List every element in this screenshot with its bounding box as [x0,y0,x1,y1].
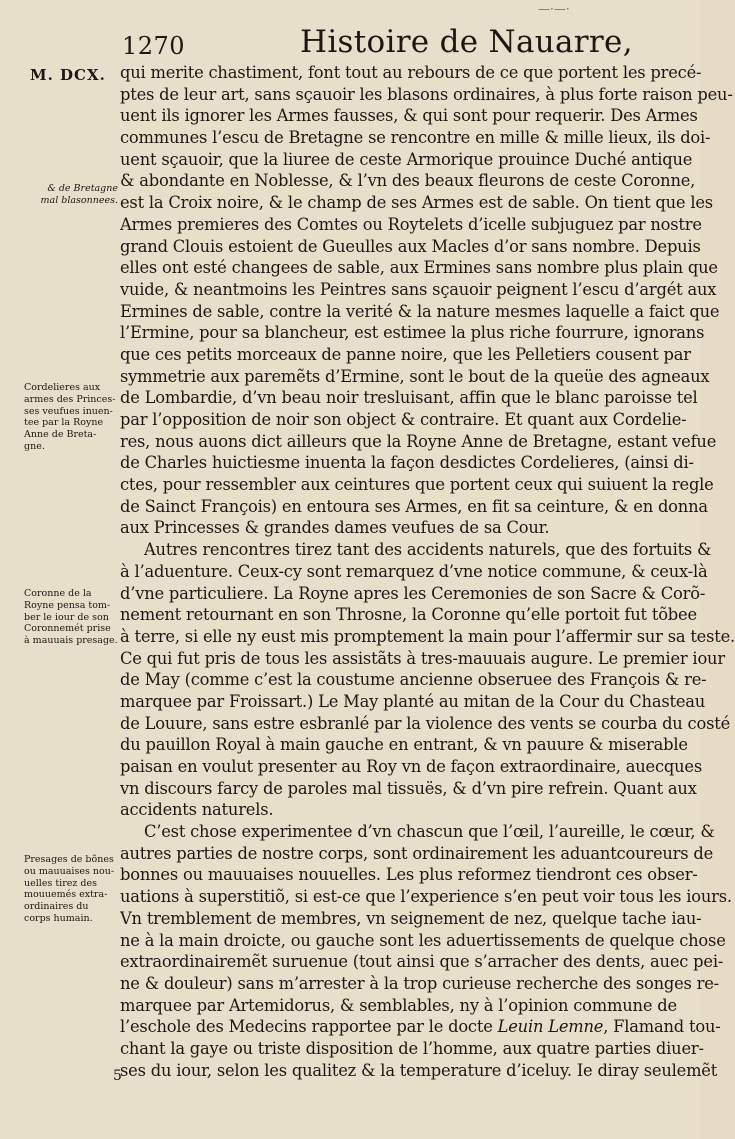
marginal-line: mal blasonnees. [40,194,118,206]
page-number: 1270 [122,32,186,60]
text-line: vuide, & neantmoins les Peintres sans sçauoir peignent l’escu d’argét aux [120,279,717,299]
author-name: Leuin Lemne [497,1017,604,1037]
text-line: de May (comme c’est la coustume ancienne obseruee des François & re- [120,670,707,690]
text-line: du pauillon Royal à main gauche en entrant, & vn pauure & miserable [120,735,688,755]
marginal-line: Cordelieres aux [24,382,101,393]
text-line: de Lombardie, d’vn beau noir tresluisant, affin que le blanc paroisse tel [120,388,698,408]
text-line: est la Croix noire, & le champ de ses Armes est de sable. On tient que les [120,193,713,213]
text-line: paisan en voulut presenter au Roy vn de façon extraordinaire, auecques [120,757,702,776]
signature-mark: 5 [113,1068,122,1084]
text-line: res, nous auons dict ailleurs que la Royne Anne de Bretagne, estant vefue [120,431,717,451]
marginal-line: tee par la Royne [24,417,104,429]
year-marker: M. DCX. [30,66,106,84]
marginal-note-presages [24,854,118,925]
text-line: qui merite chastiment, font tout au rebours de ce que portent les precé- [120,63,702,82]
text-line: marquee par Artemidorus, & semblables, ny à l’opinion commune de [120,995,677,1015]
text-line: chant la gaye ou triste disposition de l’homme, aux quatre parties diuer- [120,1038,704,1058]
marginal-line: ses veufues inuen- [24,405,113,417]
text-line: de Charles huictiesme inuenta la façon desdictes Cordelieres, (ainsi di- [120,453,694,473]
text-line-start: l’eschole des Medecins rapportee par le docte [120,1017,498,1037]
text-line: Armes premieres des Comtes ou Roytelets d’icelle subjuguez par nostre [120,214,702,234]
marginal-note-bretagne [24,183,118,207]
text-line: elles ont esté changees de sable, aux Ermines sans nombre plus plain que [120,258,718,278]
corner-mark: —·—· [538,2,570,16]
text-line: ne & douleur) sans m’arrester à la trop curieuse recherche des songes re- [120,973,719,993]
marginal-note-coronne [24,588,118,647]
text-line: ne à la main droicte, ou gauche sont les aduertissements de quelque chose [120,930,726,950]
marginal-line: mouuemés extra- [24,889,108,901]
body-text [120,62,735,1081]
running-title: Histoire de Nauarre, [300,24,633,60]
text-line: Ce qui fut pris de tous les assistãts à tres-mauuais augure. Le premier iour [120,648,725,668]
text-line: Ermines de sable, contre la verité & la nature mesmes laquelle a faict que [120,301,720,321]
marginal-line: Anne de Breta- [24,429,97,441]
text-line: Vn tremblement de membres, vn seignement de nez, quelque tache iau- [120,908,702,928]
text-line: marquee par Froissart.) Le May planté au mitan de la Cour du Chasteau [120,691,706,711]
text-line: bonnes ou mauuaises nouuelles. Les plus reformez tiendront ces obser- [120,865,698,885]
marginal-line: Coronne de la [24,588,92,599]
text-line: autres parties de nostre corps, sont ordinairement les aduantcoureurs de [120,843,714,863]
text-line: aux Princesses & grandes dames veufues de sa Cour. [120,518,550,538]
text-line-end: , Flamand tou- [603,1017,721,1037]
text-line: d’vne particuliere. La Royne apres les Ceremonies de son Sacre & Corõ- [120,583,706,603]
marginal-line: uelles tirez des [24,877,97,889]
marginal-line: corps humain. [24,912,93,924]
marginal-note-cordelieres [24,382,118,453]
text-line: de Louure, sans estre esbranlé par la violence des vents se courba du costé [120,713,731,733]
text-line: & abondante en Noblesse, & l’vn des beaux fleurons de ceste Coronne, [120,171,696,191]
marginal-line: Royne pensa tom- [24,599,111,611]
marginal-line: armes des Princes- [24,393,116,405]
marginal-line: à mauuais presage. [24,635,118,647]
text-line: nement retournant en son Throsne, la Coronne qu’elle portoit fut tõbee [120,605,697,625]
text-line: grand Clouis estoient de Gueulles aux Macles d’or sans nombre. Depuis [120,236,701,256]
text-line: de Sainct François) en entoura ses Armes, en fit sa ceinture, & en donna [120,496,708,516]
marginal-line: Coronnemét prise [24,623,111,635]
text-line-with-name [120,1016,721,1038]
text-line: symmetrie aux paremẽts d’Ermine, sont le bout de la queüe des agneaux [120,366,710,386]
text-line: uations à superstitiõ, si est-ce que l’experience s’en peut voir tous les iours. [120,887,732,907]
marginal-line: ber le iour de son [24,611,109,623]
marginal-line: ordinaires du [24,901,89,913]
marginal-line: Presages de bõnes [24,854,114,865]
text-line: à terre, si elle ny eust mis promptement la main pour l’affermir sur sa teste. [120,626,735,646]
marginal-line: ou mauuaises nou- [24,865,115,877]
text-line: communes l’escu de Bretagne se rencontre en mille & mille lieux, ils doi- [120,128,711,148]
text-line: ptes de leur art, sans sçauoir les blasons ordinaires, à plus forte raison peu- [120,84,733,104]
text-line: vn discours farcy de paroles mal tissuës, & d’vn pire refrein. Quant aux [120,778,697,798]
paragraph-start-line: Autres rencontres tirez tant des accidents naturels, que des fortuits & [144,540,712,560]
text-line: accidents naturels. [120,800,274,820]
text-line: extraordinairemẽt suruenue (tout ainsi que s’arracher des dents, auec pei- [120,952,724,972]
text-line: ctes, pour ressembler aux ceintures que portent ceux qui suiuent la regle [120,475,714,495]
marginal-line: gne. [24,440,45,452]
marginal-line: & de Bretagne [47,183,118,194]
text-line: uent sçauoir, que la liuree de ceste Armorique prouince Duché antique [120,149,693,169]
text-line: à l’aduenture. Ceux-cy sont remarquez d’vne notice commune, & ceux-là [120,561,708,581]
text-line: uent ils ignorer les Armes fausses, & qui sont pour requerir. Des Armes [120,106,698,126]
text-line: l’Ermine, pour sa blancheur, est estimee la plus riche fourrure, ignorans [120,323,705,343]
text-line: ses du iour, selon les qualitez & la temperature d’iceluy. Ie diray seulemẽt [120,1060,718,1080]
text-line: que ces petits morceaux de panne noire, que les Pelletiers cousent par [120,344,691,364]
text-line: par l’opposition de noir son object & contraire. Et quant aux Cordelie- [120,410,687,429]
paragraph-start-line: C’est chose experimentee d’vn chascun que l’œil, l’aureille, le cœur, & [144,822,715,842]
